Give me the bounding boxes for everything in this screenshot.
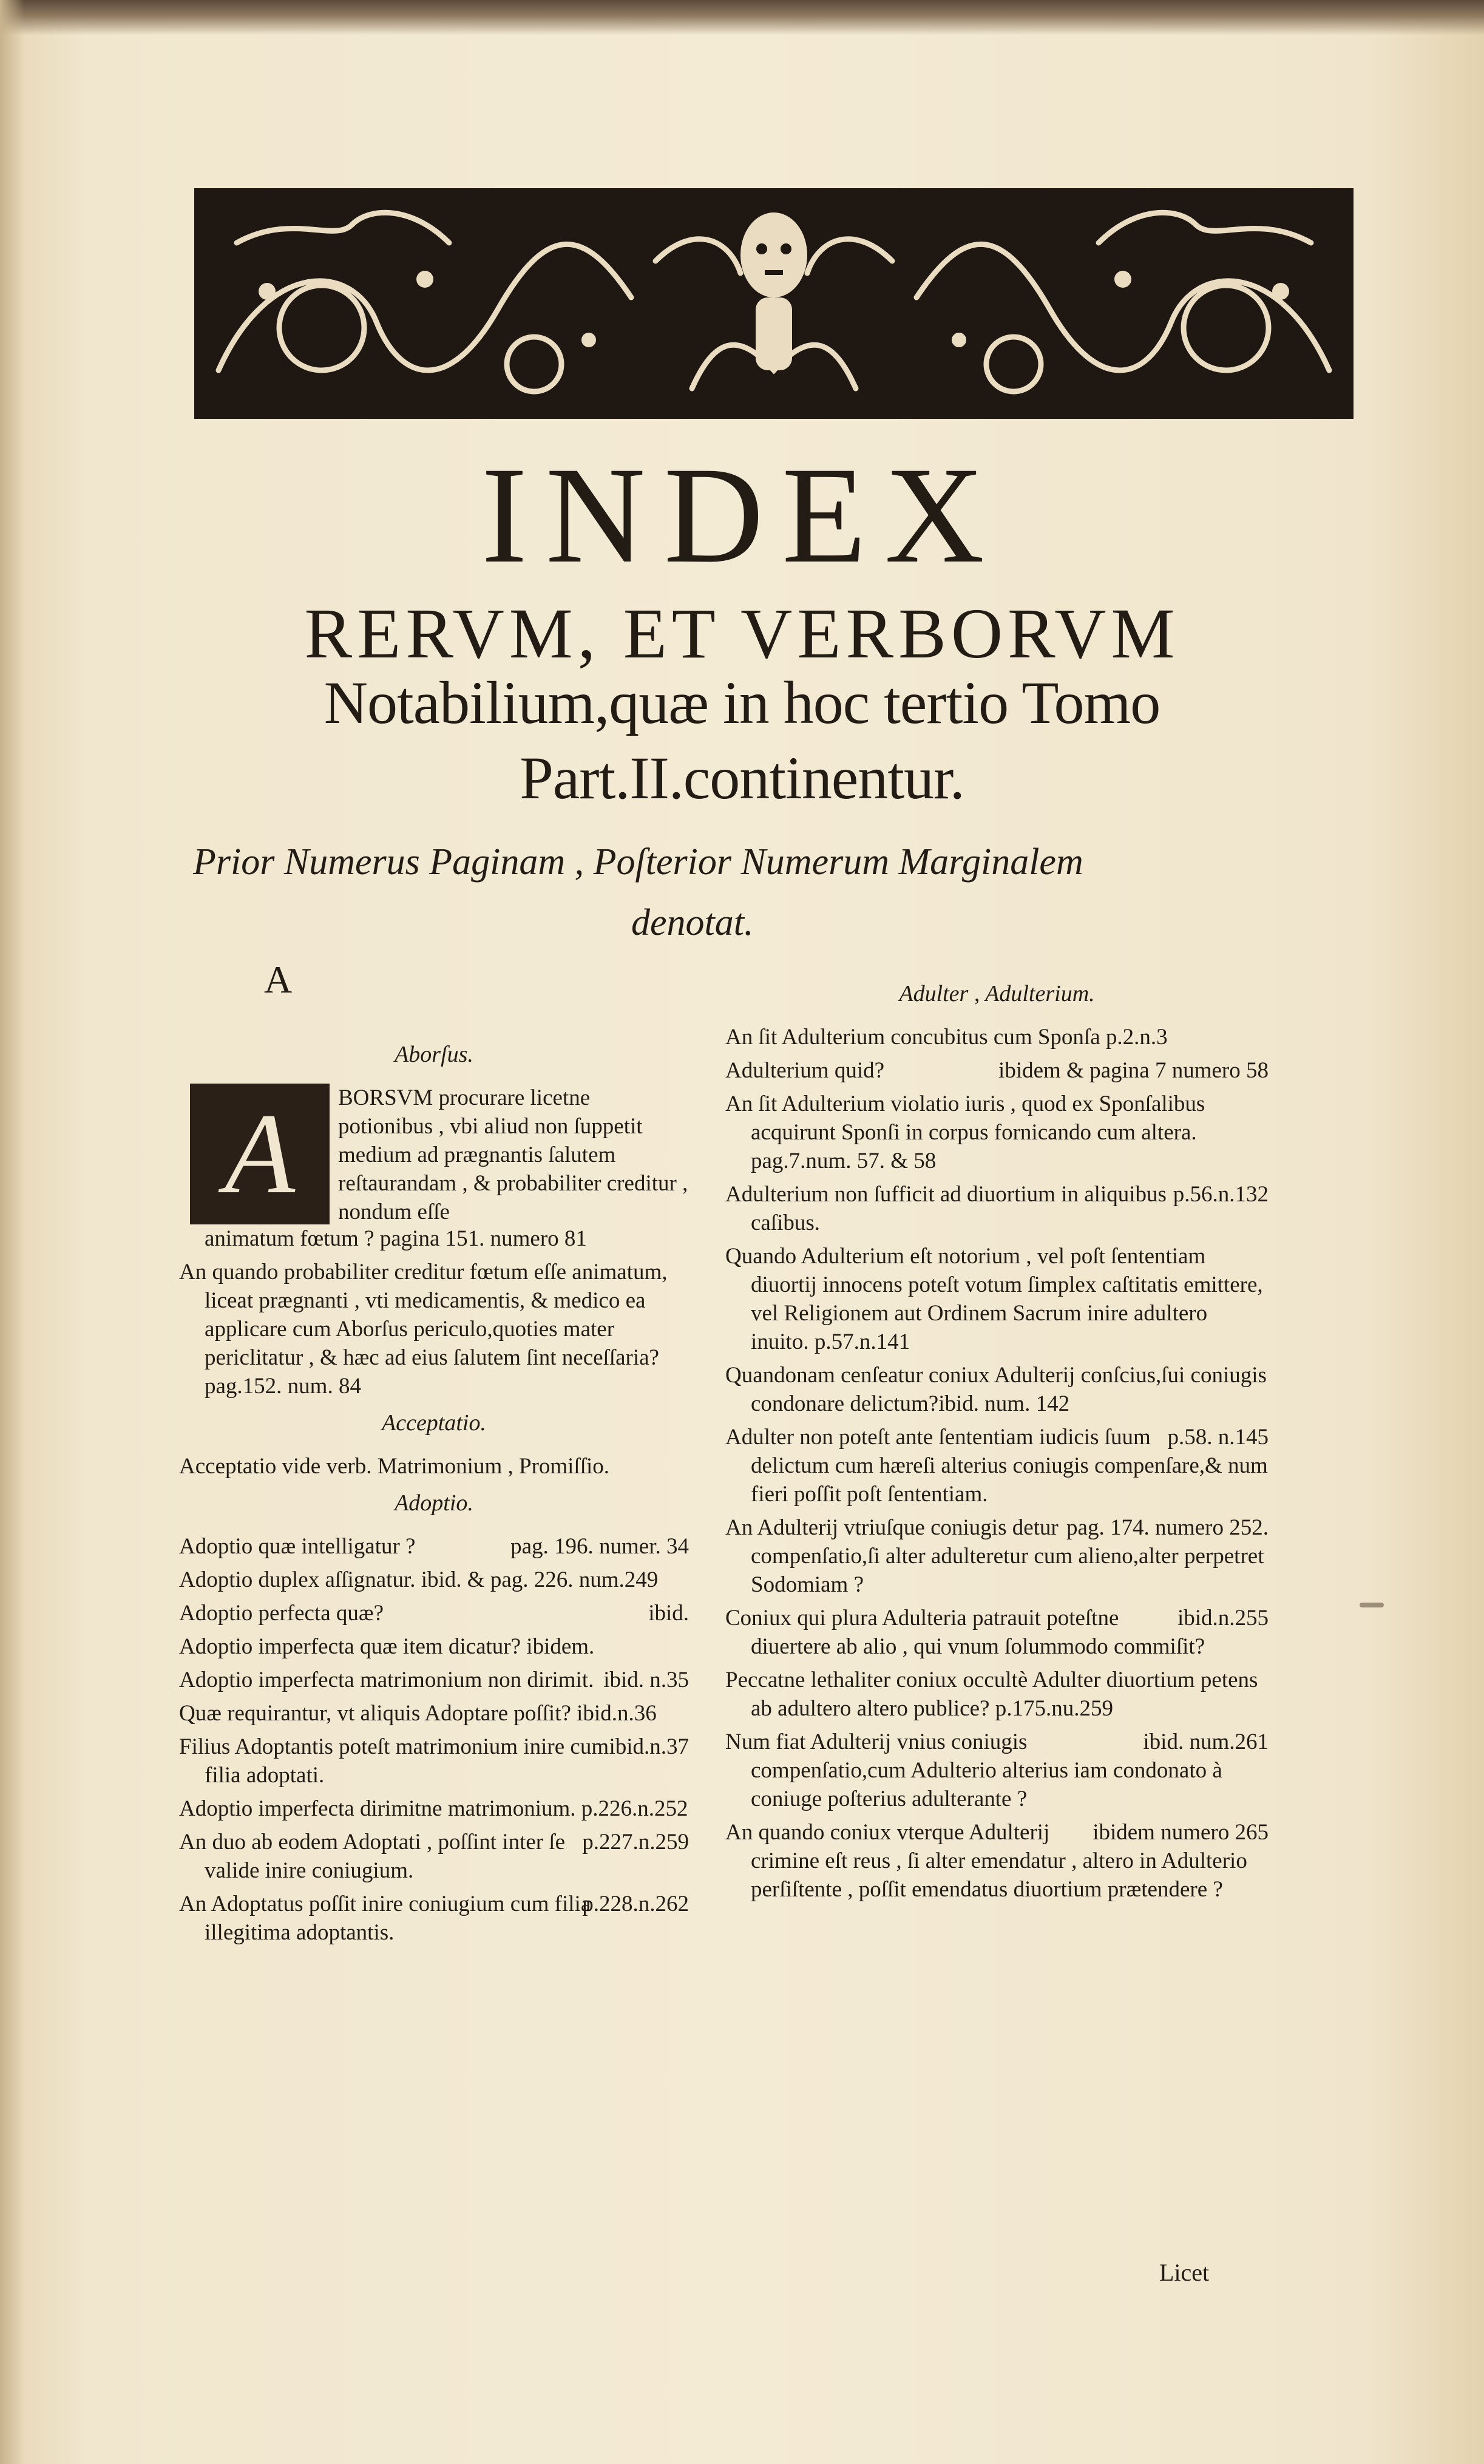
entry-text: An ſit Adulterium violatio iuris , quod ex Sponſalibus acquirunt Sponſi in corpus fornicando cum altera. pag.7.num. 57. & 58 <box>725 1091 1205 1173</box>
index-entry <box>725 1666 1269 1723</box>
section-heading-adulter: Adulter , Adulterium. <box>899 981 1095 1006</box>
index-entry <box>179 1632 689 1661</box>
section-heading-aborsus: Aborſus. <box>395 1042 473 1067</box>
index-entry <box>179 1828 689 1885</box>
index-entry <box>179 1794 689 1823</box>
subtitle-notabilium: Notabilium,quæ in hoc tertio Tomo <box>324 669 1160 736</box>
entry-text: Adulter non poteſt ante ſententiam iudicis ſuum delictum cum hæreſi alterius coniugis compenſare,& num fieri poſſit poſt ſententiam. <box>725 1425 1268 1507</box>
index-column-right <box>725 971 1269 1909</box>
entry-text: Adoptio imperfecta quæ item dicatur? ibidem. <box>179 1634 595 1659</box>
catchword: Licet <box>1159 2259 1210 2286</box>
subtitle-continentur: Part.II.continentur. <box>520 744 964 812</box>
entry-reference: p.228.n.262 <box>582 1892 689 1916</box>
index-entry <box>725 1423 1269 1509</box>
index-entry <box>725 1242 1269 1356</box>
section-heading-adoptio: Adoptio. <box>395 1490 473 1516</box>
drop-cap-paragraph <box>179 1084 689 1224</box>
index-entry <box>179 1733 689 1790</box>
entry-text: Num fiat Adulterij vnius coniugis compenſatio,cum Adulterio alterius iam condonato à coniuge poſterius adulterante ? <box>725 1729 1222 1811</box>
entry-text: An duo ab eodem Adoptati , poſſint inter ſe valide inire coniugium. <box>179 1830 566 1883</box>
entry-text: Adulterium quid? <box>725 1058 885 1083</box>
index-entry <box>725 1513 1269 1599</box>
entry-text: Quæ requirantur, vt aliquis Adoptare poſſit? ibid.n.36 <box>179 1701 657 1726</box>
ink-mark <box>1360 1603 1384 1607</box>
entry-lead-continuation: animatum fœtum ? pagina 151. numero 81 <box>205 1226 587 1251</box>
page-gutter-shadow <box>0 0 24 2464</box>
index-entry <box>179 1532 689 1561</box>
entry-reference: ibid.n.37 <box>609 1734 689 1759</box>
entry-text: Adulterium non ſufficit ad diuortium in aliquibus caſibus. <box>725 1182 1167 1235</box>
page-top-shadow <box>0 0 1484 35</box>
index-entry <box>725 1818 1269 1904</box>
index-entry <box>179 1699 689 1728</box>
entry-lead-text: BORSVM procurare licetne potionibus , vbi aliud non ſuppetit medium ad prægnantis ſalutem reſtaurandam , & probabiliter creditur , nondum eſſe <box>338 1085 688 1224</box>
entry-reference: ibidem & pagina 7 numero 58 <box>998 1058 1269 1083</box>
entry-text: An Adulterij vtriuſque coniugis detur compenſatio,ſi alter adulteretur cum alieno,alter perpetret Sodomiam ? <box>725 1515 1264 1597</box>
index-entry <box>725 1023 1269 1051</box>
letter-heading: A <box>264 958 293 1001</box>
index-title: INDEX <box>481 439 1003 592</box>
section-heading-acceptatio: Acceptatio. <box>382 1410 486 1436</box>
entry-reference: p.58. n.145 <box>1167 1425 1269 1450</box>
index-entry <box>725 1604 1269 1661</box>
index-entry <box>179 1666 689 1694</box>
entry-text: An quando probabiliter creditur fœtum eſſe animatum, liceat prægnanti , vti medicamentis, & medico ea applicare cum Aborſus periculo,quoties mater periclitatur , & hæc ad eius ſalutem ſint neceſſaria?pag.152. num. 84 <box>179 1260 668 1399</box>
index-entry <box>179 1890 689 1947</box>
index-entry <box>725 1056 1269 1085</box>
index-entry <box>725 1728 1269 1813</box>
index-entry <box>179 1599 689 1627</box>
entry-text: Adoptio duplex aſſignatur. ibid. & pag. 226. num.249 <box>179 1567 659 1592</box>
index-entry <box>725 1090 1269 1175</box>
entry-text: Acceptatio vide verb. Matrimonium , Promiſſio. <box>179 1454 610 1479</box>
entry-text: Adoptio quæ intelligatur ? <box>179 1534 416 1559</box>
index-column-left <box>179 958 689 1952</box>
entry-reference: pag. 196. numer. 34 <box>510 1534 689 1559</box>
index-entry <box>725 1180 1269 1237</box>
entry-reference: pag. 174. numero 252. <box>1066 1515 1269 1540</box>
entry-reference: p.56.n.132 <box>1173 1182 1269 1207</box>
index-entry <box>179 1566 689 1594</box>
subtitle-rerum-verborum: RERVM, ET VERBORVM <box>304 594 1180 673</box>
entry-text: Adoptio perfecta quæ? <box>179 1601 384 1626</box>
numbering-note-line-2: denotat. <box>631 902 754 943</box>
entry-text: An ſit Adulterium concubitus cum Sponſa p.2.n.3 <box>725 1025 1168 1050</box>
entry-reference: ibid. n.35 <box>603 1668 689 1692</box>
entry-text: Adoptio imperfecta matrimonium non dirimit. <box>179 1668 594 1692</box>
entry-text: Coniux qui plura Adulteria patrauit poteſtne diuertere ab alio , qui vnum ſolummodo commiſit? <box>725 1606 1205 1659</box>
entry-reference: p.227.n.259 <box>582 1830 689 1855</box>
index-entry <box>725 1361 1269 1418</box>
entry-reference: ibid. <box>648 1601 689 1626</box>
entry-text: An Adoptatus poſſit inire coniugium cum filia illegitima adoptantis. <box>179 1892 591 1945</box>
index-entry <box>179 1452 689 1481</box>
entry-text: Filius Adoptantis poteſt matrimonium inire cum filia adoptati. <box>179 1734 609 1788</box>
entry-reference: ibid.n.255 <box>1177 1606 1269 1631</box>
entry-text: An quando coniux vterque Adulterij crimine eſt reus , ſi alter emendatur , altero in Adulterio perſiſtente , poſſit emendatus diuortium prætendere ? <box>725 1820 1247 1902</box>
entry-reference: ibidem numero 265 <box>1093 1820 1269 1845</box>
entry-text: Adoptio imperfecta dirimitne matrimonium. p.226.n.252 <box>179 1796 688 1821</box>
entry-text: Quando Adulterium eſt notorium , vel poſt ſententiam diuortij innocens poteſt votum ſimplex caſtitatis emittere, vel Religionem aut Ordinem Sacrum inire adultero inuito. p.57.n.141 <box>725 1244 1263 1354</box>
entry-text: Peccatne lethaliter coniux occultè Adulter diuortium petens ab adultero altero publice? p.175.nu.259 <box>725 1668 1258 1721</box>
entry-reference: ibid. num.261 <box>1143 1729 1269 1754</box>
decorated-initial: A <box>190 1084 330 1224</box>
entry-text: Quandonam cenſeatur coniux Adulterij conſcius,ſui coniugis condonare delictum?ibid. num. 142 <box>725 1363 1267 1416</box>
numbering-note-line-1: Prior Numerus Paginam , Poſterior Numerum Marginalem <box>193 841 1083 883</box>
woodcut-headpiece-ornament <box>194 188 1354 419</box>
index-entry <box>179 1258 689 1400</box>
